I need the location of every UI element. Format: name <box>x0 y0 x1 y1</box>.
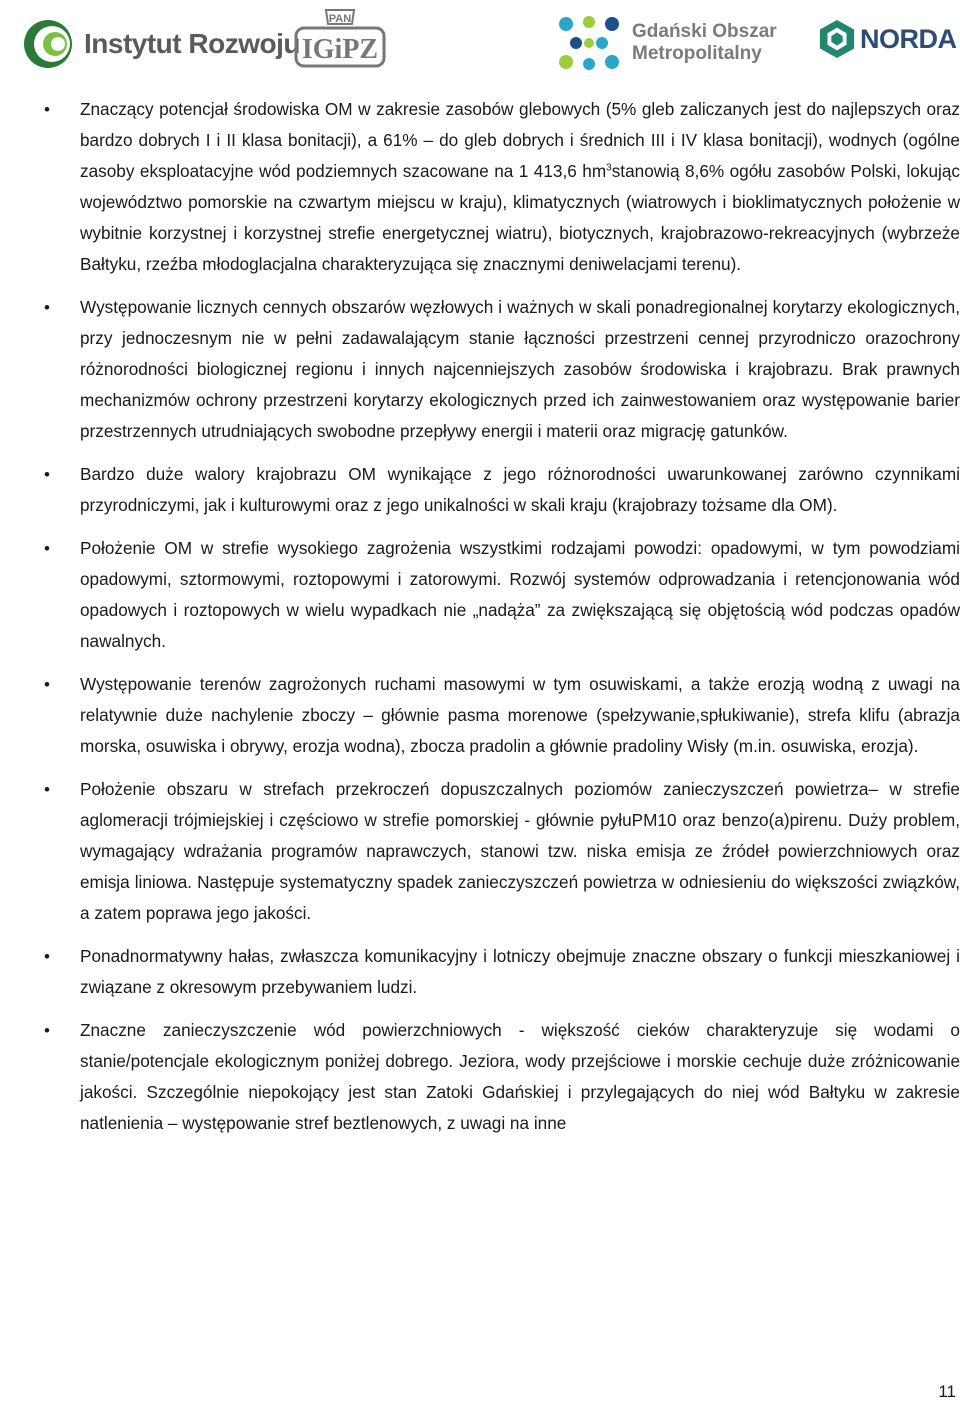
page-number: 11 <box>938 1382 956 1401</box>
bullet-symbol: • <box>44 539 50 558</box>
header-logos <box>0 0 960 80</box>
bullet-symbol: • <box>44 465 50 484</box>
bullet-list <box>40 94 960 1151</box>
list-item <box>40 292 960 447</box>
list-item <box>40 94 960 280</box>
list-item <box>40 1015 960 1139</box>
list-item-text: Znaczne zanieczyszczenie wód powierzchniowych - większość cieków charakteryzuje się wodami o stanie/potencjale ekologicznym poniżej dobrego. Jeziora, wody przejściowe i morskie cechuje duże zróżnicowanie jakości. Szczególnie niepokojący jest stan Zatoki Gdańskiej i przylegających do niej wód Bałtyku w zakresie natlenienia – występowanie stref beztlenowych, z uwagi na inne <box>80 1020 960 1133</box>
list-item <box>40 774 960 929</box>
gom-icon <box>556 14 622 72</box>
list-item-text: Położenie obszaru w strefach przekroczeń dopuszczalnych poziomów zanieczyszczeń powietrza– w strefie aglomeracji trójmiejskiej i częściowo w strefie pomorskiej - głównie pyłuPM10 oraz benzo(a)pirenu. Duży problem, wymagający wdrażania programów naprawczych, stanowi tzw. niska emisja ze źródeł powierzchniowych oraz emisja liniowa. Następuje systematyczny spadek zanieczyszczeń powietrza w odniesieniu do większości związków, a zatem poprawa jego jakości. <box>80 779 960 923</box>
instytut-rozwoju-icon <box>22 18 74 70</box>
norda-logo <box>818 18 957 60</box>
instytut-rozwoju-text: Instytut Rozwoju <box>84 28 300 59</box>
list-item-text: Znaczący potencjał środowiska OM w zakresie zasobów glebowych (5% gleb zaliczanych jest do najlepszych oraz bardzo dobrych I i II klasa bonitacji), a 61% – do gleb dobrych i średnich III i IV klasa bonitacji), wodnych (ogólne zasoby eksploatacyjne wód podziemnych szacowane na 1 413,6 $hm^3stanowią$ 8,6% ogółu zasobów Polski, lokując województwo pomorskie na czwartym miejscu w kraju), klimatycznych (wiatrowych i bioklimatycznych położenie w wybitnie korzystnej i korzystnej strefie energetycznej wiatru), biotycznych, krajobrazowo-rekreacyjnych (wybrzeże Bałtyku, rzeźba młodoglacjalna charakteryzująca się znacznymi deniwelacjami terenu). <box>80 99 960 274</box>
pan-igipz-logo <box>292 6 388 72</box>
gom-line2: Metropolitalny <box>632 43 762 64</box>
list-item <box>40 459 960 521</box>
list-item <box>40 669 960 762</box>
list-item-text: Występowanie terenów zagrożonych ruchami masowymi w tym osuwiskami, a także erozją wodną z uwagi na relatywnie duże nachylenie zboczy – głównie pasma morenowe (spełzywanie,spłukiwanie), strefa klifu (abrazja morska, osuwiska i obrywy, erozja wodna), zbocza pradolin a głównie pradoliny Wisły (m.in. osuwiska, erozja). <box>80 674 960 756</box>
bullet-symbol: • <box>44 675 50 694</box>
bullet-symbol: • <box>44 298 50 317</box>
norda-text: NORDA <box>860 24 957 54</box>
list-item-text: Występowanie licznych cennych obszarów węzłowych i ważnych w skali ponadregionalnej korytarzy ekologicznych, przy jednoczesnym nie w pełni zadawalającym stanie łączności przestrzeni cennej przyrodniczo orazochrony różnorodności biologicznej regionu i innych najcenniejszych zasobów środowiska i krajobrazu. Brak prawnych mechanizmów ochrony przestrzeni korytarzy ekologicznych przed ich zainwestowaniem oraz występowanie barier przestrzennych utrudniających swobodne przepływy energii i materii oraz migrację gatunków. <box>80 297 960 441</box>
bullet-symbol: • <box>44 100 50 119</box>
gom-line1: Gdański Obszar <box>632 21 777 42</box>
svg-text:IGiPZ: IGiPZ <box>301 34 379 65</box>
svg-text:PAN: PAN <box>328 13 352 25</box>
gom-logo <box>556 14 777 72</box>
bullet-symbol: • <box>44 780 50 799</box>
list-item <box>40 941 960 1003</box>
list-item-text: Ponadnormatywny hałas, zwłaszcza komunikacyjny i lotniczy obejmuje znaczne obszary o funkcji mieszkaniowej i związane z okresowym przebywaniem ludzi. <box>80 946 960 997</box>
instytut-rozwoju-logo <box>22 18 300 70</box>
pan-igipz-icon <box>292 6 388 72</box>
bullet-symbol: • <box>44 1021 50 1040</box>
list-item-text: Bardzo duże walory krajobrazu OM wynikające z jego różnorodności uwarunkowanej zarówno czynnikami przyrodniczymi, jak i kulturowymi oraz z jego unikalności w skali kraju (krajobrazy tożsame dla OM). <box>80 464 960 515</box>
bullet-symbol: • <box>44 947 50 966</box>
list-item-text: Położenie OM w strefie wysokiego zagrożenia wszystkimi rodzajami powodzi: opadowymi, w tym powodziami opadowymi, sztormowymi, roztopowymi i zatorowymi. Rozwój systemów odprowadzania i retencjonowania wód opadowych i roztopowych w wielu wypadkach nie „nadąża” za zwiększającą się objętością wód podczas opadów nawalnych. <box>80 538 960 651</box>
norda-icon <box>818 18 856 60</box>
list-item <box>40 533 960 657</box>
